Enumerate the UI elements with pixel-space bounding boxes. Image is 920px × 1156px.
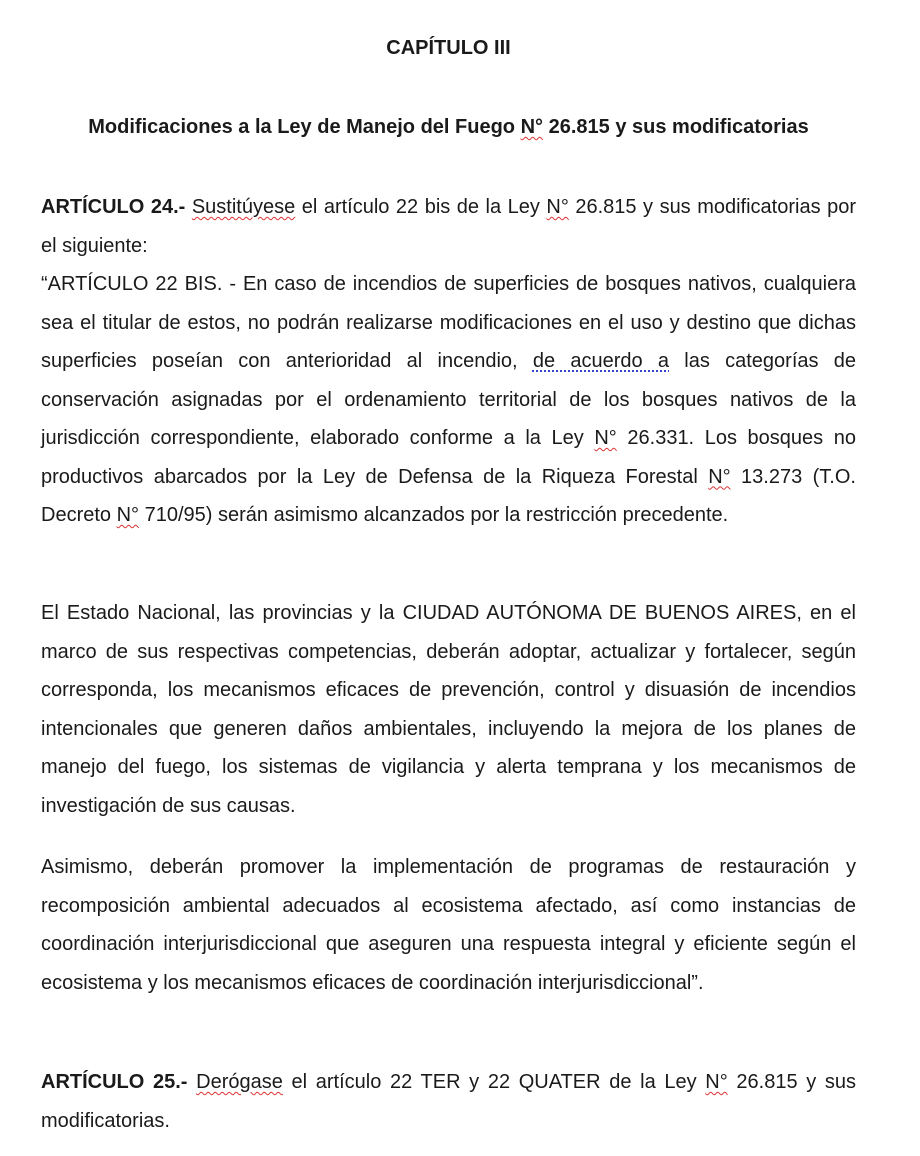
spellcheck-flag[interactable]: Derógase [196, 1071, 283, 1093]
article-25-label: ARTÍCULO 25.- [41, 1071, 188, 1093]
section-title [41, 114, 856, 140]
article-text: 26.815 y sus modificatorias por el siguiente: [41, 196, 857, 257]
article-text: 26.815 y sus modificatorias. [41, 1071, 857, 1132]
spellcheck-flag[interactable]: N° [708, 465, 731, 488]
article-25-paragraph [41, 1063, 856, 1140]
article-text: “ARTÍCULO 22 BIS. - En caso de incendios de superficies de bosques nativos, cualquiera sea el titular de estos, no podrán realizarse modificaciones en el uso y destino que dichas superficies poseían con anterioridad al incendio, [41, 273, 856, 372]
spellcheck-flag[interactable]: N° [594, 427, 617, 449]
spellcheck-flag[interactable]: N° [705, 1071, 728, 1093]
spellcheck-flag[interactable]: N° [546, 196, 569, 218]
article-text: 26.331. Los bosques no productivos abarcados por la Ley de Defensa de la Riqueza Forestal [41, 427, 857, 488]
article-24-label: ARTÍCULO 24.- [41, 196, 186, 218]
spellcheck-flag[interactable]: N° [520, 116, 544, 138]
article-text: el artículo 22 bis de la Ley [295, 196, 547, 218]
article-24-paragraph [41, 188, 856, 535]
article-text [187, 1071, 196, 1093]
spellcheck-flag[interactable]: N° [116, 504, 140, 526]
section-title-text: 26.815 y sus modificatorias [543, 116, 809, 138]
section-title-text: Modificaciones a la Ley de Manejo del Fuego [88, 116, 521, 138]
article-text: 13.273 (T.O. Decreto [41, 465, 856, 526]
spellcheck-flag[interactable]: Sustitúyese [191, 196, 296, 218]
asimismo-paragraph: Asimismo, deberán promover la implementación de programas de restauración y recomposición ambiental adecuados al ecosistema afectado, así como instancias de coordinación interjurisdiccional que aseguren una respuesta integral y eficiente según el ecosistema y los mecanismos eficaces de coordinación interjurisdiccional”. [41, 856, 856, 994]
article-text: el artículo 22 TER y 22 QUATER de la Ley [282, 1071, 706, 1093]
chapter-title: CAPÍTULO III [386, 37, 511, 59]
estado-nacional-paragraph: El Estado Nacional, las provincias y la CIUDAD AUTÓNOMA DE BUENOS AIRES, en el marco de sus respectivas competencias, deberán adoptar, actualizar y fortalecer, según corresponda, los mecanismos eficaces de prevención, control y disuasión de incendios intencionales que generen daños ambientales, incluyendo la mejora de los planes de manejo del fuego, los sistemas de vigilancia y alerta temprana y los mecanismos de investigación de sus causas. [41, 602, 856, 817]
article-text: 710/95) serán asimismo alcanzados por la restricción precedente. [139, 504, 729, 526]
grammar-flag[interactable]: de acuerdo a [532, 350, 670, 372]
article-text: las categorías de conservación asignadas por el ordenamiento territorial de los bosques nativos de la jurisdicción correspondiente, elaborado conforme a la Ley [41, 350, 857, 449]
